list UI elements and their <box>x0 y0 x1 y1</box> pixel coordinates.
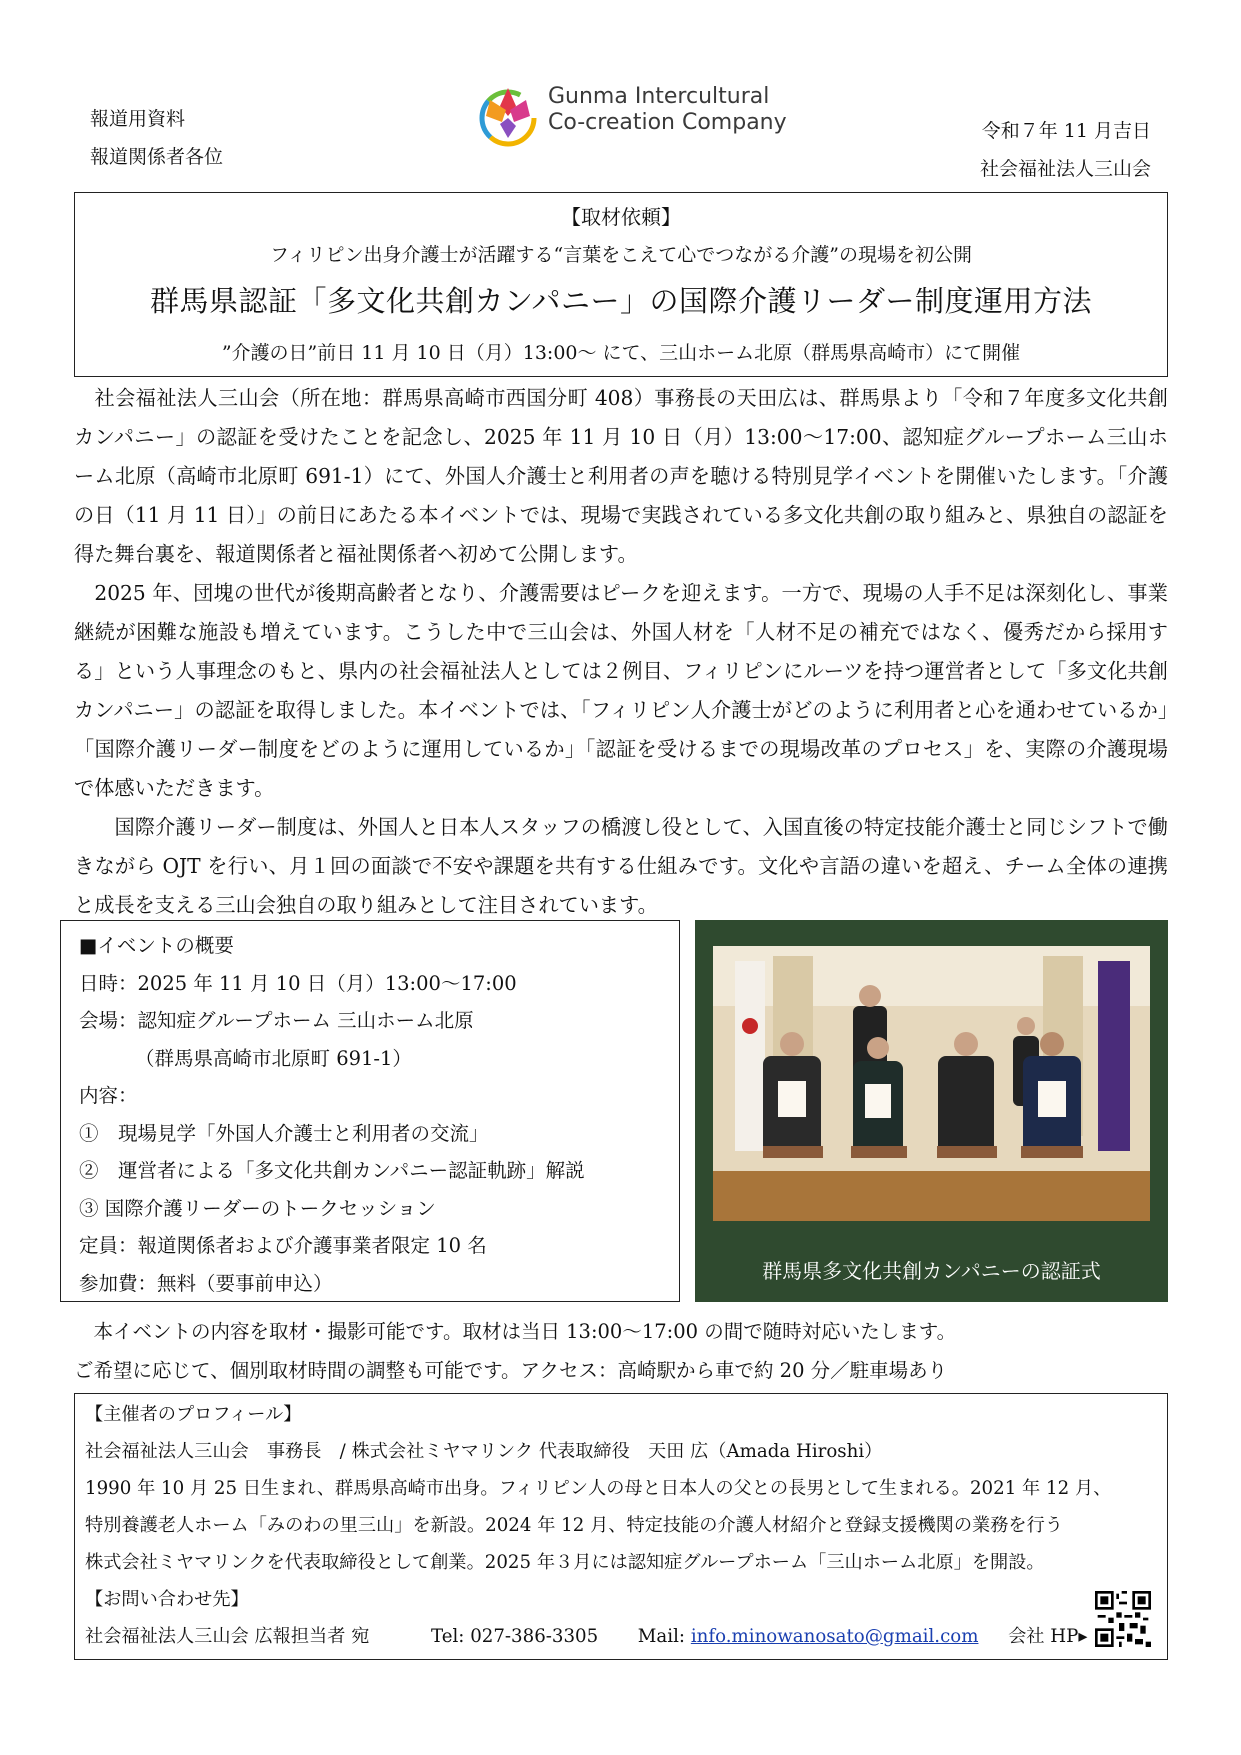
paragraph-2: 2025 年、団塊の世代が後期高齢者となり、介護需要はピークを迎えます。一方で、現場の人手不足は深刻化し、事業継続が困難な施設も増えています。こうした中で三山会は、外国人材を「人材不足の補充ではなく、優秀だから採用する」という人事理念のもと、県内の社会福祉法人としては２例目、フィリピンにルーツを持つ運営者として「多文化共創カンパニー」の認証を取得しました。本イベントでは、「フィリピン人介護士がどのように利用者と心を通わせているか」「国際介護リーダー制度をどのように運用しているか」「認証を受けるまでの現場改革のプロセス」を、実際の介護現場で体感いただきます。 <box>74 581 1168 800</box>
photo-frame <box>695 920 1168 1302</box>
profile-bio-2: 特別養護老人ホーム「みのわの里三山」を新設。2024 年 12 月、特定技能の介護人材紹介と登録支援機関の業務を行う <box>85 1515 1063 1536</box>
issue-date: 令和７年 11 月吉日 <box>981 120 1151 142</box>
addressee-label: 報道関係者各位 <box>90 146 224 168</box>
profile-name: 社会福祉法人三山会 事務長 / 株式会社ミヤマリンク 代表取締役 天田 広（Amada Hiroshi） <box>85 1441 883 1462</box>
paragraph-1: 社会福祉法人三山会（所在地：群馬県高崎市西国分町 408）事務長の天田広は、群馬県より「令和７年度多文化共創カンパニー」の認証を受けたことを記念し、2025 年 11 月 10 日（月）13:00～17:00、認知症グループホーム三山ホーム北原（高崎市北原町 691-1）にて、外国人介護士と利用者の声を聴ける特別見学イベントを開催いたします。「介護の日（11 月 11 日）」の前日にあたる本イベントでは、現場で実践されている多文化共創の取り組みと、県独自の認証を得た舞台裏を、報道関係者と福祉関係者へ初めて公開します。 <box>74 386 1168 566</box>
request-tag: 【取材依頼】 <box>561 205 681 229</box>
event-datetime: 日時：2025 年 11 月 10 日（月）13:00～17:00 <box>79 971 517 995</box>
paragraph-3: 国際介護リーダー制度は、外国人と日本人スタッフの橋渡し役として、入国直後の特定技能介護士と同じシフトで働きながら OJT を行い、月１回の面談で不安や課題を共有する仕組みです。文化や言語の違いを超え、チーム全体の連携と成長を支える三山会独自の取り組みとして注目されています。 <box>74 815 1168 917</box>
profile-heading: 【主催者のプロフィール】 <box>85 1404 302 1425</box>
issuer-org: 社会福祉法人三山会 <box>979 158 1151 180</box>
header-left <box>90 100 223 176</box>
logo-flower-icon <box>472 78 542 150</box>
contact-heading: 【お問い合わせ先】 <box>85 1589 249 1610</box>
event-fee: 参加費：無料（要事前申込） <box>79 1271 333 1295</box>
event-address: （群馬県高崎市北原町 691-1） <box>135 1046 412 1070</box>
contact-line <box>85 1618 1157 1655</box>
title-box <box>74 192 1168 377</box>
event-item-1: ① 現場見学「外国人介護士と利用者の交流」 <box>79 1121 489 1145</box>
main-title: 群馬県認証「多文化共創カンパニー」の国際介護リーダー制度運用方法 <box>150 284 1092 318</box>
contact-email-link[interactable]: info.minowanosato@gmail.com <box>690 1626 979 1647</box>
event-item-3: ③ 国際介護リーダーのトークセッション <box>79 1196 436 1220</box>
profile-box <box>74 1393 1168 1660</box>
contact-mail-label: Mail: <box>637 1626 686 1647</box>
profile-bio-1: 1990 年 10 月 25 日生まれ、群馬県高崎市出身。フィリピン人の母と日本人の父との長男として生まれる。2021 年 12 月、 <box>85 1478 1112 1499</box>
event-content-label: 内容： <box>79 1084 138 1107</box>
logo-text-line2: Co-creation Company <box>548 110 787 135</box>
event-venue: 会場：認知症グループホーム 三山ホーム北原 <box>79 1009 474 1032</box>
event-item-2: ② 運営者による「多文化共創カンパニー認証軌跡」解説 <box>79 1159 585 1182</box>
company-hp-label[interactable]: 会社 HP▸ <box>1008 1626 1088 1647</box>
photo-caption: 群馬県多文化共創カンパニーの認証式 <box>762 1259 1101 1283</box>
header-right <box>980 112 1151 188</box>
event-overview-box <box>60 920 680 1302</box>
ceremony-photo-image <box>713 946 1150 1221</box>
access-line-1: 本イベントの内容を取材・撮影可能です。取材は当日 13:00～17:00 の間で随時対応いたします。 <box>74 1320 957 1343</box>
event-capacity: 定員：報道関係者および介護事業者限定 10 名 <box>79 1234 487 1257</box>
logo-text-line1: Gunma Intercultural <box>548 84 770 109</box>
press-material-label: 報道用資料 <box>90 108 186 130</box>
contact-tel: Tel: 027-386-3305 <box>430 1626 599 1647</box>
access-line-2: ご希望に応じて、個別取材時間の調整も可能です。アクセス：高崎駅から車で約 20 分／駐車場あり <box>74 1359 948 1382</box>
body-text <box>74 379 1168 925</box>
company-logo <box>472 78 792 156</box>
access-info <box>74 1312 1168 1390</box>
contact-org: 社会福祉法人三山会 広報担当者 宛 <box>85 1626 370 1647</box>
profile-bio-3: 株式会社ミヤマリンクを代表取締役として創業。2025 年３月には認知症グループホーム「三山ホーム北原」を開設。 <box>85 1552 1045 1573</box>
subtitle: フィリピン出身介護士が活躍する“言葉をこえて心でつながる介護”の現場を初公開 <box>270 244 972 266</box>
event-line: ”介護の日”前日 11 月 10 日（月）13:00～ にて、三山ホーム北原（群馬県高崎市）にて開催 <box>221 342 1021 364</box>
ceremony-photo <box>713 946 1150 1221</box>
qr-code-icon[interactable] <box>1095 1591 1151 1647</box>
event-heading: ■イベントの概要 <box>79 934 234 957</box>
